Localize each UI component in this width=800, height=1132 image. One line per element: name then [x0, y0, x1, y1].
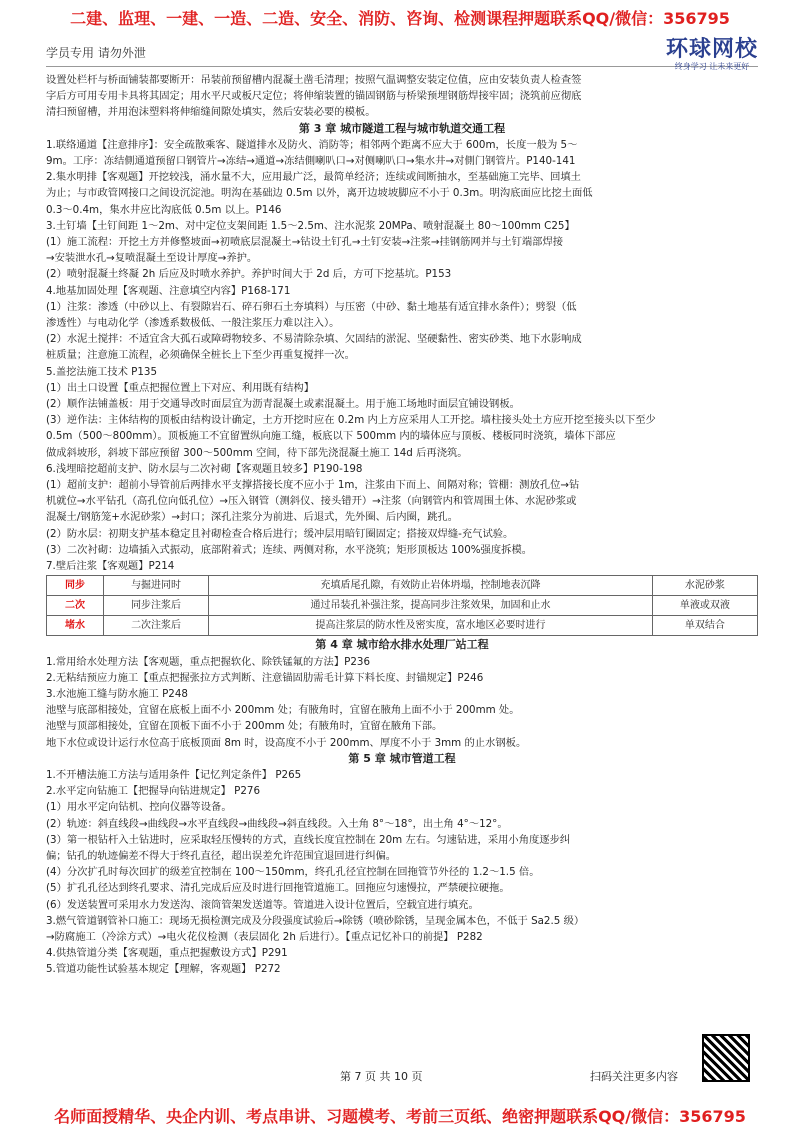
text-line: 5.盖挖法施工技术 P135 [46, 365, 158, 378]
text-line: (1）出土口设置【重点把握位置上下对应、利用既有结构】 [46, 381, 314, 394]
table-cell: 同步注浆后 [104, 596, 209, 616]
intro-paragraph [46, 72, 758, 121]
table-cell: 提高注浆层的防水性及密实度，富水地区必要时进行 [209, 616, 653, 636]
table-row [47, 596, 758, 616]
text-line: →安装泄水孔→复喷混凝土至设计厚度→养护。 [46, 252, 258, 265]
text-line: (2）顺作法铺盖板：用于交通导改时面层宜为沥青混凝土或素混凝土。用于施工场地时面层宜铺设钢板。 [46, 398, 520, 411]
table-cell: 单双结合 [652, 616, 757, 636]
document-body [46, 72, 758, 978]
text-line: (1）施工流程：开挖土方并修整坡面→初喷底层混凝土→钻设土钉孔→土钉安装→注浆→挂钢筋网并与土钉端部焊接 [46, 236, 564, 249]
chapter-5-body [46, 767, 758, 978]
text-line: (3）二次衬砌：边墙插入式振动，底部附着式；连续、两侧对称，水平浇筑；矩形顶板达 100%强度拆模。 [46, 543, 533, 556]
text-line: 混凝土/钢筋笼+水泥砂浆）→封口；深孔注浆分为前进、后退式，先外圈、后内圈，跳孔。 [46, 511, 459, 524]
text-line: (4）分次扩孔时每次回扩的级差宜控制在 100～150mm，终孔孔径宜控制在回拖管节外径的 1.2～1.5 倍。 [46, 866, 540, 879]
logo [666, 32, 758, 72]
qr-code-icon[interactable] [702, 1034, 750, 1082]
chapter-3-body [46, 137, 758, 574]
text-line: (2）防水层：初期支护基本稳定且衬砌检查合格后进行；缓冲层用暗钉圈固定；搭接双焊缝-充气试验。 [46, 527, 514, 540]
header-note: 学员专用 请勿外泄 [46, 46, 146, 60]
text-line: (2）轨迹：斜直线段→曲线段→水平直线段→曲线段→斜直线段。入土角 8°～18°，出土角 4°～12°。 [46, 817, 508, 830]
text-line: 字后方可用专用卡具将其固定；用水平尺或板尺定位；将伸缩装置的锚固钢筋与桥梁预埋钢筋焊接牢固；浇筑前应彻底 [46, 90, 582, 103]
text-line: (1）超前支护：超前小导管前后两排水平支撑搭接长度不应小于 1m，注浆由下而上、间隔对称；管棚：测放孔位→钻 [46, 479, 580, 492]
text-line: 7.壁后注浆【客观题】P214 [46, 560, 175, 573]
text-line: 1.不开槽法施工方法与适用条件【记忆判定条件】 P265 [46, 768, 302, 781]
text-line: 设置处栏杆与桥面铺装都要断开：吊装前预留槽内混凝土凿毛清理；按照气温调整安装定位值，应由安装负责人检查签 [46, 74, 582, 86]
text-line: (6）发送装置可采用水力发送沟、滚筒管架发送道等。管道进入设计位置后，空载宜进行填充。 [46, 898, 479, 911]
text-line: (1）用水平定向钻机、控向仪器等设备。 [46, 801, 232, 814]
table-cell: 充填盾尾孔隙，有效防止岩体坍塌，控制地表沉降 [209, 576, 653, 596]
text-line: →防腐施工（冷涂方式）→电火花仪检测（表层固化 2h 后进行）。【重点记忆补口的前提】 P282 [46, 930, 483, 943]
text-line: 机就位→水平钻孔（高孔位向低孔位）→压入钢管（测斜仪、接头错开）→注浆（向钢管内和管周围土体、水泥砂浆或 [46, 495, 577, 508]
text-line: 3.水池施工缝与防水施工 P248 [46, 687, 188, 700]
logo-slogan: 终身学习 让未来更好 [674, 62, 750, 71]
text-line: 渗透性）与电动化学（渗透系数极低、一般注浆压力难以注入）。 [46, 317, 340, 330]
text-line: 2.集水明排【客观题】开挖较浅，涌水量不大，应用最广泛，最简单经济；连续或间断抽水，至基础施工完毕、回填土 [46, 171, 581, 184]
table-row [47, 576, 758, 596]
text-line: 4.供热管道分类【客观题，重点把握敷设方式】P291 [46, 947, 288, 960]
text-line: 3.燃气管道钢管补口施工：现场无损检测完成及分段强度试验后→除锈（喷砂除锈，呈现金属本色，不低于 Sa2.5 级） [46, 914, 585, 927]
text-line: 偏；钻孔的轨迹偏差不得大于终孔直径，超出误差允许范围宜退回进行纠偏。 [46, 849, 397, 862]
chapter-3-title: 第 3 章 城市隧道工程与城市轨道交通工程 [298, 121, 506, 135]
bottom-banner: 名师面授精华、央企内训、考点串讲、习题模考、考前三页纸、绝密押题联系QQ/微信：356795 [54, 1107, 746, 1126]
table-cell: 二次注浆后 [104, 616, 209, 636]
text-line: 清扫预留槽，并用泡沫塑料将伸缩缝间隙处填实，然后安装必要的模板。 [46, 106, 376, 119]
text-line: 9m。工序：冻结側通道预留口钢管片→冻结→通道→冻结側喇叭口→对侧喇叭口→集水井→对側门钢管片。P140-141 [46, 155, 576, 168]
text-line: 为止；与市政管网接口之间设沉淀池。明沟在基础边 0.5m 以外，离开边坡坡脚应不小于 0.3m。明沟底面应比挖土面低 [46, 187, 593, 200]
text-line: (2）水泥土搅拌：不适宜含大孤石或障碍物较多、不易清除杂填、欠固结的淤泥、坚硬黏性、密实砂类、地下水影响成 [46, 333, 582, 346]
text-line: 1.联络通道【注意排序】：安全疏散乘客、隧道排水及防火、消防等；相邻两个距离不应大于 600m，长度一般为 5～ [46, 138, 578, 151]
table-cell: 水泥砂浆 [652, 576, 757, 596]
text-line: 0.3～0.4m，集水井应比沟底低 0.5m 以上。P146 [46, 203, 282, 216]
text-line: 3.土钉墙【土钉间距 1～2m、对中定位支架间距 1.5～2.5m、注水泥浆 20MPa、喷射混凝土 80～100mm C25】 [46, 219, 575, 232]
text-line: 1.常用给水处理方法【客观题，重点把握软化、除铁锰氟的方法】P236 [46, 655, 370, 668]
text-line: 5.管道功能性试验基本规定【理解，客观题】 P272 [46, 963, 281, 976]
text-line: (3）第一根钻杆入土钻进时，应采取轻压慢转的方式，直线长度宜控制在 20m 左右。匀速钻进，采用小角度逐步纠 [46, 833, 571, 846]
table-row [47, 616, 758, 636]
text-line: 地下水位或设计运行水位高于底板顶面 8m 时，设高度不小于 200mm、厚度不小于 3mm 的止水钢板。 [46, 736, 527, 749]
chapter-5-title: 第 5 章 城市管道工程 [348, 751, 456, 765]
chapter-4-title: 第 4 章 城市给水排水处理厂站工程 [315, 638, 489, 652]
chapter-4-body [46, 654, 758, 751]
text-line: (3）逆作法：主体结构的顶板由结构设计确定，土方开挖时应在 0.2m 内上方应采用人工开挖。墙柱接头处土方应开挖至接头以下至少 [46, 414, 656, 427]
text-line: 2.无粘结预应力施工【重点把握张拉方式判断、注意锚固肋需毛计算下料长度、封锚规定】P246 [46, 671, 484, 684]
table-cell: 同步 [47, 576, 104, 596]
table-cell: 通过吊装孔补强注浆，提高同步注浆效果，加固和止水 [209, 596, 653, 616]
table-cell: 堵水 [47, 616, 104, 636]
text-line: (1）注浆：渗透（中砂以上、有裂隙岩石、碎石卵石土夯填料）与压密（中砂、黏土地基有适宜排水条件）；劈裂（低 [46, 300, 577, 313]
text-line: 6.浅埋暗挖超前支护、防水层与二次衬砌【客观题且较多】P190-198 [46, 462, 363, 475]
scan-hint: 扫码关注更多内容 [590, 1070, 678, 1083]
table-cell: 单液或双液 [652, 596, 757, 616]
top-banner: 二建、监理、一建、一造、二造、安全、消防、咨询、检测课程押题联系QQ/微信：356795 [70, 9, 730, 28]
table-cell: 二次 [47, 596, 104, 616]
text-line: 做成斜坡形，斜坡下部应预留 300～500mm 空间，待下部先浇混凝土施工 14d 后再浇筑。 [46, 446, 468, 459]
text-line: (5）扩孔孔径达到终孔要求、清孔完成后应及时进行回拖管道施工。回拖应匀速慢拉，严禁硬拉硬拖。 [46, 882, 510, 895]
text-line: 4.地基加固处理【客观题、注意填空内容】P168-171 [46, 284, 291, 297]
table-cell: 与掘进同时 [104, 576, 209, 596]
text-line: (2）喷射混凝土终凝 2h 后应及时喷水养护。养护时间大于 2d 后，方可下挖基坑。P153 [46, 268, 452, 281]
text-line: 0.5m（500～800mm）。顶板施工不宜留置纵向施工缝，板底以下 500mm 内的墙体应与顶板、楼板同时浇筑，墙体下部应 [46, 430, 616, 443]
text-line: 池壁与底部相接处，宜留在底板上面不小 200mm 处；有腋角时，宜留在腋角上面不小于 200mm 处。 [46, 704, 520, 717]
text-line: 池壁与顶部相接处，宜留在顶板下面不小于 200mm 处；有腋角时，宜留在腋角下部。 [46, 720, 443, 733]
logo-name: 环球网校 [665, 37, 758, 62]
text-line: 2.水平定向钻施工【把握导向钻进规定】 P276 [46, 785, 261, 798]
grouting-table [46, 575, 758, 636]
page-header [46, 37, 758, 71]
text-line: 桩质量；注意施工流程，必须确保全桩长上下至少再重复搅拌一次。 [46, 349, 355, 362]
page-number: 第 7 页 共 10 页 [340, 1070, 423, 1083]
